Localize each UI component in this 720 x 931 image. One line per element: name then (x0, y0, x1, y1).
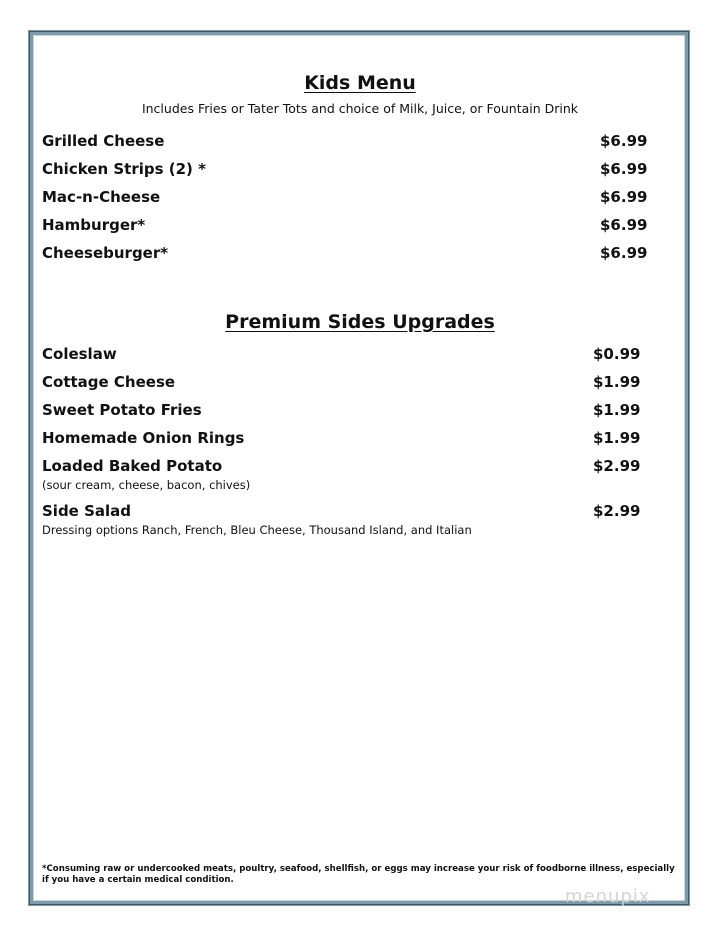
kids-menu-subtitle: Includes Fries or Tater Tots and choice of Milk, Juice, or Fountain Drink (141, 101, 579, 116)
side-item-price: $2.99 (593, 457, 641, 475)
side-item-price: $0.99 (593, 345, 641, 363)
side-item-name: Sweet Potato Fries (42, 401, 202, 419)
side-item-price: $1.99 (593, 429, 641, 447)
kids-item-price: $6.99 (600, 244, 648, 262)
food-safety-disclaimer: *Consuming raw or undercooked meats, poultry, seafood, shellfish, or eggs may increase your risk of foodborne illness, especially if you have a certain medical condition. (42, 864, 675, 885)
kids-item-price: $6.99 (600, 132, 648, 150)
side-item-price: $1.99 (593, 401, 641, 419)
side-item-name: Cottage Cheese (42, 373, 176, 391)
kids-item-name: Mac-n-Cheese (42, 188, 161, 206)
kids-item-name: Hamburger* (42, 216, 146, 234)
side-item-note: Dressing options Ranch, French, Bleu Cheese, Thousand Island, and Italian (42, 523, 472, 537)
side-item-price: $2.99 (593, 502, 641, 520)
kids-item-price: $6.99 (600, 160, 648, 178)
side-item-name: Homemade Onion Rings (42, 429, 245, 447)
kids-item-price: $6.99 (600, 216, 648, 234)
sides-title: Premium Sides Upgrades (225, 311, 495, 333)
side-item-note: (sour cream, cheese, bacon, chives) (42, 478, 251, 492)
kids-item-name: Cheeseburger* (42, 244, 169, 262)
kids-menu-title: Kids Menu (304, 72, 416, 94)
side-item-name: Coleslaw (42, 345, 117, 363)
watermark-logo: menupix (565, 886, 651, 907)
side-item-price: $1.99 (593, 373, 641, 391)
kids-item-price: $6.99 (600, 188, 648, 206)
side-item-name: Side Salad (42, 502, 132, 520)
side-item-name: Loaded Baked Potato (42, 457, 223, 475)
kids-item-name: Chicken Strips (2) * (42, 160, 206, 178)
kids-item-name: Grilled Cheese (42, 132, 165, 150)
